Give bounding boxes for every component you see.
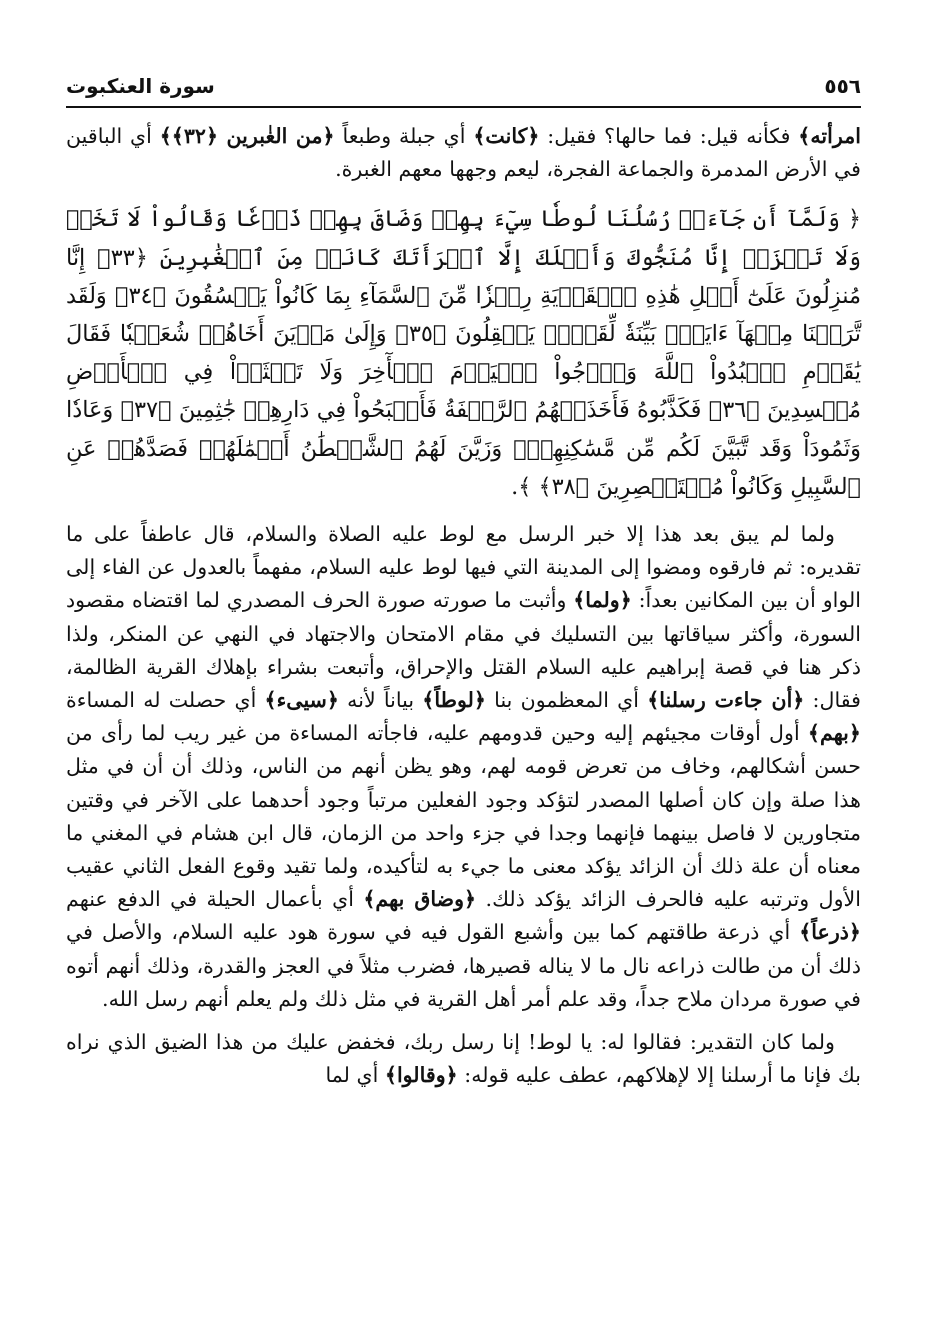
quran-citation: ﴿كانت﴾ [473, 124, 540, 148]
quran-verses-block: ﴿ وَلَمَّآ أَن جَآءَتۡ رُسُلُنَا لُوطٗا سِيٓءَ بِهِمۡ وَضَاقَ بِهِمۡ ذَرۡعٗا وَقَالُواْ لَا تَخَفۡ وَلَا تَحۡزَنۡ إِنَّا مُنَجُّوكَ وَأَهۡلَكَ إِلَّا ٱمۡرَأَتَكَ كَانَتۡ مِنَ ٱلۡغَٰبِرِينَ ﴿٣٣﴾ إِنَّا مُنزِلُونَ عَلَىٰٓ أَهۡلِ هَٰذِهِ ٱلۡقَرۡيَةِ رِجۡزٗا مِّنَ ٱلسَّمَآءِ بِمَا كَانُواْ يَفۡسُقُونَ ﴿٣٤﴾ وَلَقَد تَّرَكۡنَا مِنۡهَآ ءَايَةَۢ بَيِّنَةٗ لِّقَوۡمٖ يَعۡقِلُونَ ﴿٣٥﴾ وَإِلَىٰ مَدۡيَنَ أَخَاهُمۡ شُعَيۡبٗا فَقَالَ يَٰقَوۡمِ ٱعۡبُدُواْ ٱللَّهَ وَٱرۡجُواْ ٱلۡيَوۡمَ ٱلۡأٓخِرَ وَلَا تَعۡثَوۡاْ فِي ٱلۡأَرۡضِ مُفۡسِدِينَ ﴿٣٦﴾ فَكَذَّبُوهُ فَأَخَذَتۡهُمُ ٱلرَّجۡفَةُ فَأَصۡبَحُواْ فِي دَارِهِمۡ جَٰثِمِينَ ﴿٣٧﴾ وَعَادٗا وَثَمُودَاْ وَقَد تَّبَيَّنَ لَكُم مِّن مَّسَٰكِنِهِمۡۖ وَزَيَّنَ لَهُمُ ٱلشَّيۡطَٰنُ أَعۡمَٰلَهُمۡ فَصَدَّهُمۡ عَنِ ٱلسَّبِيلِ وَكَانُواْ مُسۡتَبۡصِرِينَ ﴿٣٨﴾ ﴾. [66, 206, 861, 500]
page-number: ٥٥٦ [824, 74, 861, 98]
quran-citation: ﴿ولما﴾ [573, 588, 632, 613]
commentary-paragraph [66, 120, 861, 186]
commentary-text: أي المعظمون بنا [486, 688, 648, 713]
commentary-text: أي لما [325, 1063, 385, 1088]
quran-citation: ﴿ذرعاً﴾ [799, 920, 861, 945]
commentary-text: أي الباقين في الأرض المدمرة والجماعة الفجرة، ليعم وجهها معهم الغبرة. [66, 124, 861, 182]
commentary-text: أي ذرعة طاقتهم كما بين وأشبع القول فيه في سورة هود عليه السلام، والأصل في ذلك أن من طالت ذراعه نال ما لا يناله قصيرها، فضرب مثلاً في العجز والقدرة، وذلك أنهم أتوه في صورة مردان ملاح جداً، وقد علم أمر أهل القرية في مثل ذلك ولم يعلم أنهم رسل الله. [66, 920, 861, 1011]
header-divider [66, 106, 861, 108]
commentary-text: أي بأعمال الحيلة في الدفع عنهم [66, 887, 364, 912]
quran-citation: ﴿من الغٰبرين ﴿٣٢﴾﴾ [159, 124, 335, 148]
page-header [66, 70, 861, 106]
quran-citation: امرأته [810, 124, 861, 148]
quran-citation: ﴿وضاق بهم﴾ [363, 887, 477, 912]
quran-citation: ﴿بهم﴾ [807, 721, 861, 746]
quran-citation: ﴿سيىء﴾ [264, 688, 339, 713]
commentary-paragraph [66, 518, 861, 1016]
quran-citation: ﴿لوطاً﴾ [422, 688, 486, 713]
surah-title: سورة العنكبوت [66, 74, 215, 98]
commentary-paragraph [66, 1026, 861, 1092]
quran-citation: ﴿أن جاءت رسلنا﴾ [647, 688, 805, 713]
quran-citation: ﴿وقالوا﴾ [384, 1063, 458, 1088]
commentary-text: فكأنه قيل: فما حالها؟ فقيل: [539, 124, 799, 148]
commentary-text: ولما لم يبق بعد هذا إلا خبر الرسل مع لوط عليه الصلاة والسلام، قال عاطفاً على ما تقديره: ثم فارقوه ومضوا إلى المدينة التي فيها لوط عليه السلام، مفهماً بالعدول عن الفاء إلى الواو أن بين المكانين بعداً: [66, 522, 862, 613]
commentary-text: أي حصلت له المساءة [66, 688, 265, 713]
commentary-text: ولما كان التقدير: فقالوا له: يا لوط! إنا رسل ربك، فخفض عليك من هذا الضيق الذي نراه بك فإنا ما أرسلنا إلا لإهلاكهم، عطف عليه قوله: [66, 1030, 861, 1088]
commentary-text: بياناً لأنه [338, 688, 423, 713]
page-body [66, 120, 861, 1092]
commentary-text: وأثبت ما صورته صورة الحرف المصدري لما اقتضاه مقصود السورة، وأكثر سياقاتها بين التسليك في مقام الامتحان والاجتهاد في النهي عن المنكر، ولذا ذكر هنا في قصة إبراهيم عليه السلام القتل والإحراق، وأتبعت بشراء بإهلاك القرية الظالمة، فقال: [66, 588, 861, 713]
commentary-text: أي جبلة وطبعاً [334, 124, 474, 148]
quran-bracket: ﴾ [798, 124, 811, 148]
commentary-text: أول أوقات مجيئهم إليه وحين قدومهم عليه، فاجأته المساءة من غير ريب لما رأى من حسن أشكالهم، وخاف من تعرض قومه لهم، وهو يظن أنهم من الناس، وذلك أن أن في مثل هذا صلة وإن كان أصلها المصدر لتؤكد وجود الفعلين مرتباً وجود أحدهما على الآخر في وقتين متجاورين لا فاصل بينهما فإنهما وجدا في جزء واحد من الزمان، قال ابن هشام في المغني ما معناه أن علة ذلك أن الزائد يؤكد معنى ما جيء به لتأكيده، ولما تقيد وقوع الفعل الثاني عقيب الأول وترتبه عليه فالحرف الزائد يؤكد ذلك. [66, 721, 862, 912]
